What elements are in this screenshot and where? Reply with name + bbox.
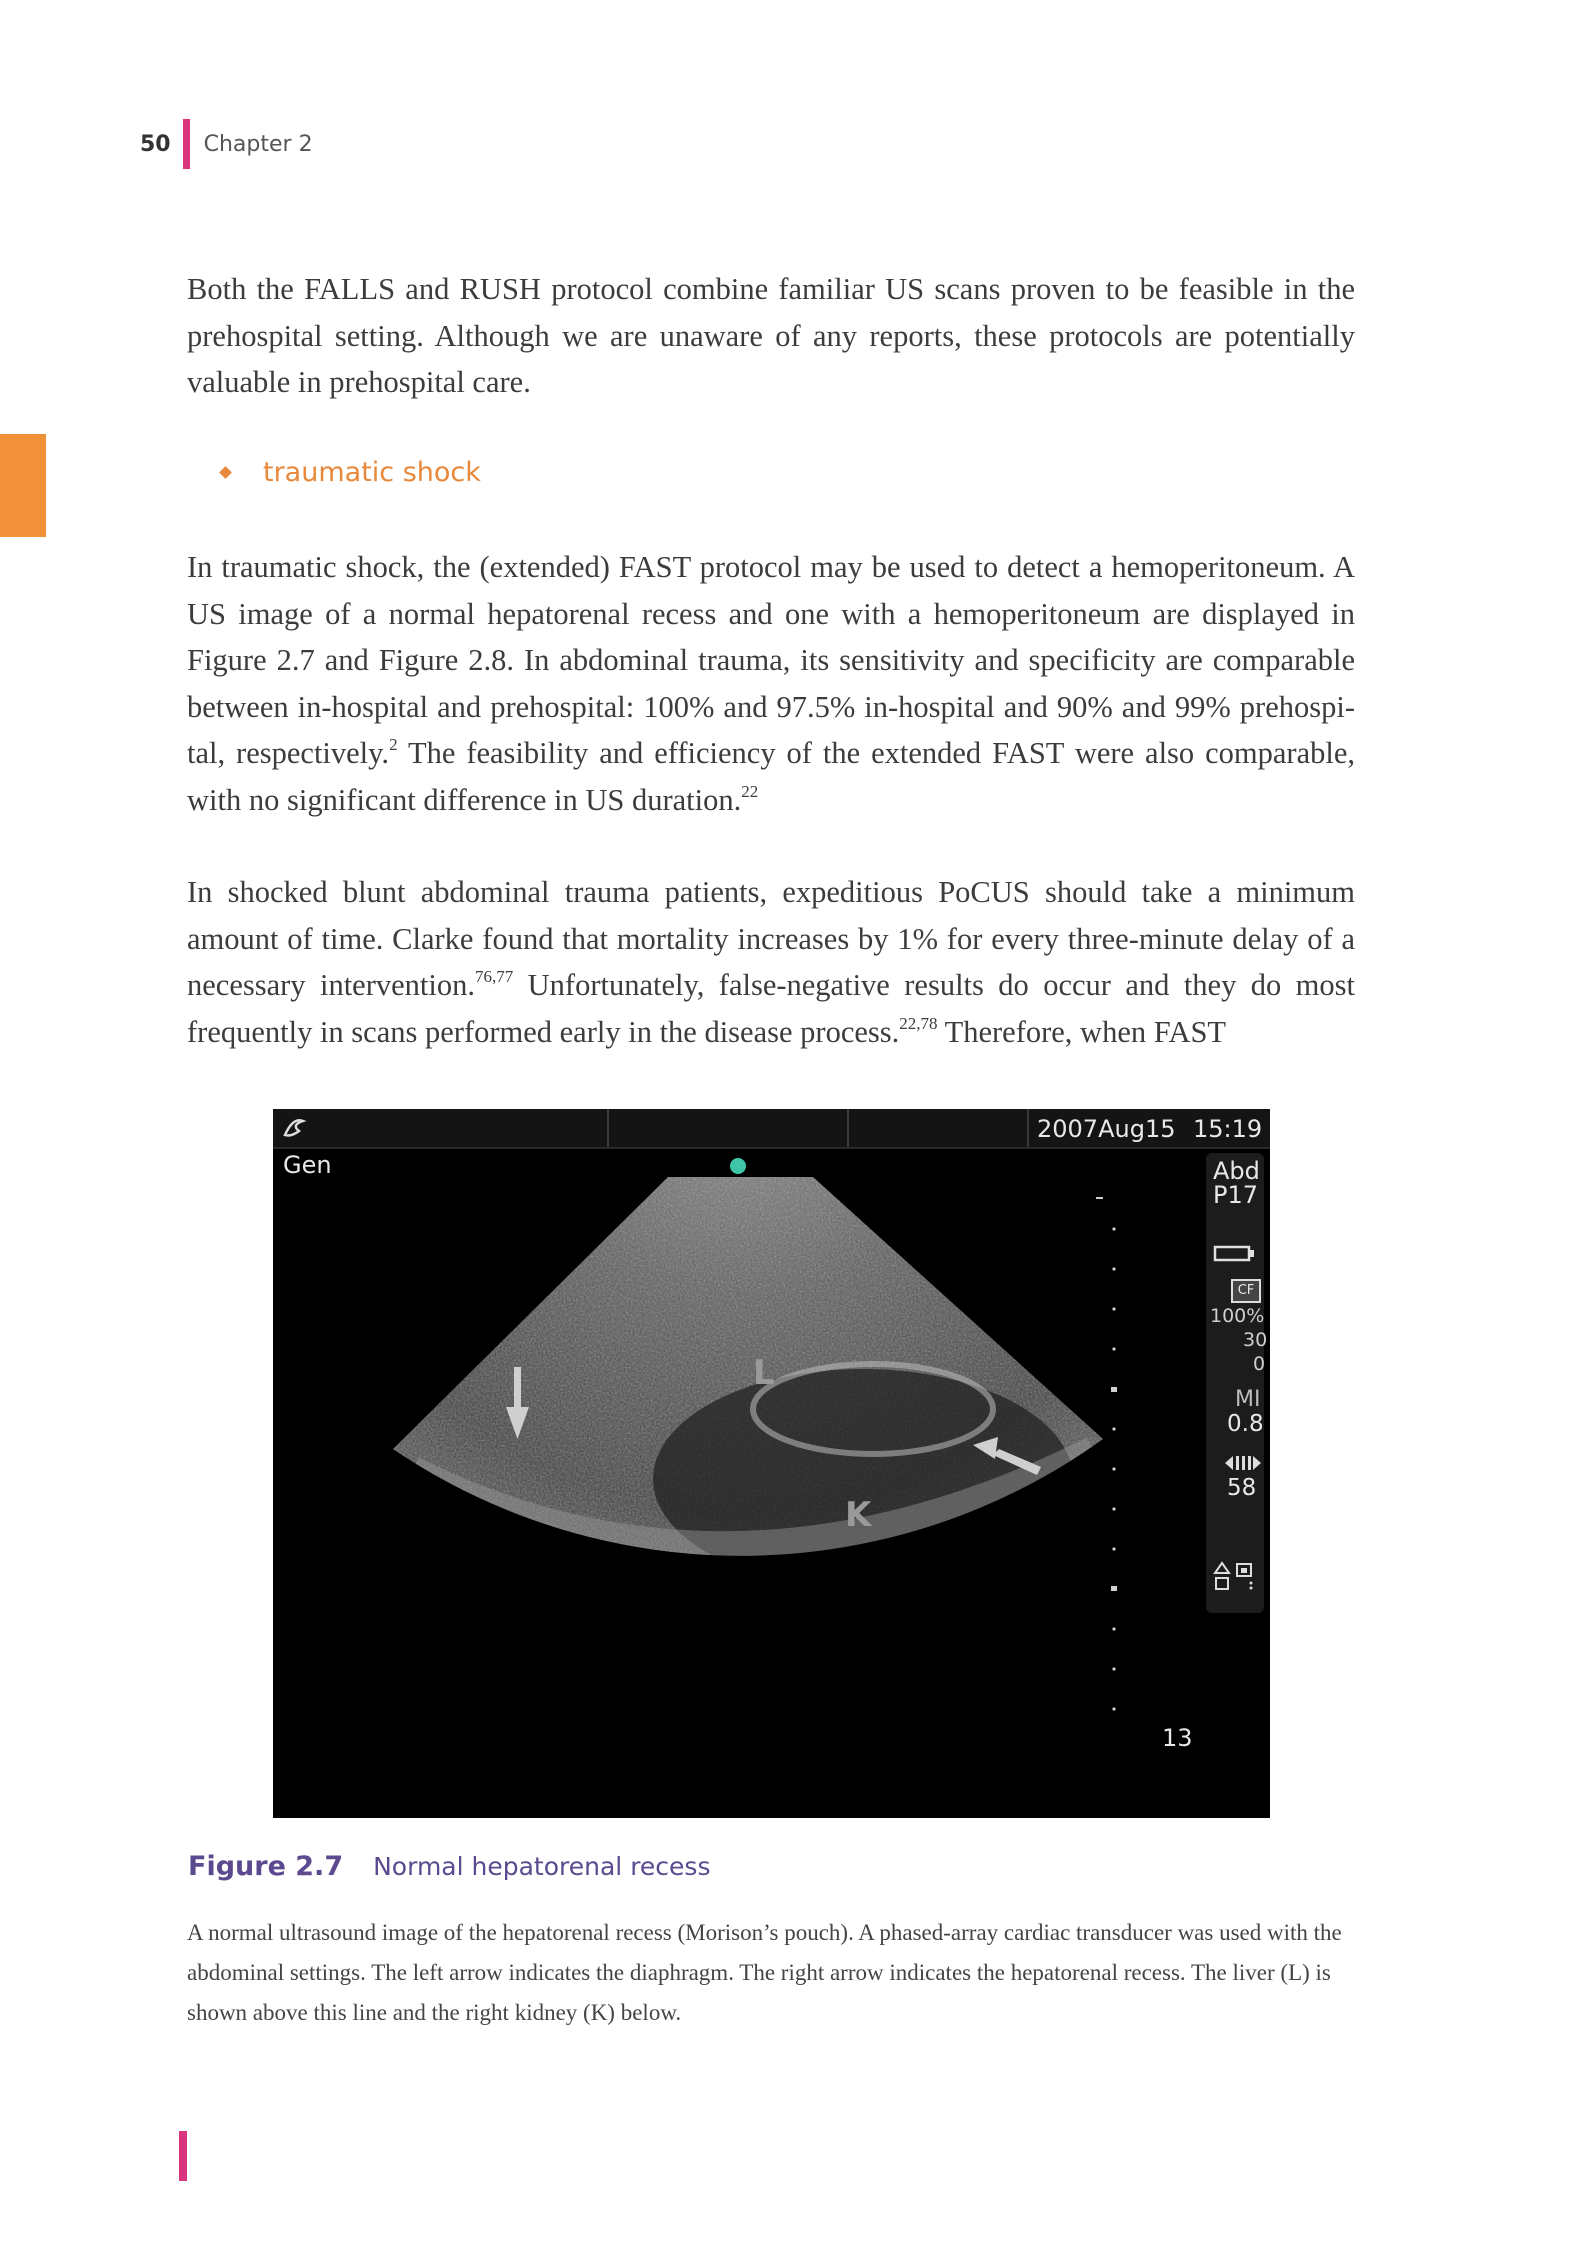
offset-value: 0 (1253, 1353, 1266, 1375)
frame-rate-icon (1223, 1453, 1263, 1473)
citation-ref: 22,78 (899, 1013, 938, 1033)
citation-ref: 2 (389, 735, 398, 754)
freeze-controls-icon (1213, 1561, 1259, 1601)
top-bar-divider (1027, 1109, 1029, 1147)
logo-icon (279, 1113, 309, 1143)
footer-accent-bar (179, 2131, 187, 2181)
paragraph-text: Unfortunately, false-negative results do occur and they do most frequently in scans performed early in the disease process. (187, 968, 1356, 1049)
settings-panel (1206, 1153, 1264, 1613)
mi-value: 0.8 (1227, 1411, 1264, 1437)
scan-date: 2007Aug15 (1037, 1115, 1176, 1143)
figure-caption (188, 1851, 710, 1882)
depth-scale (1096, 1197, 1117, 1711)
liver-label: L (753, 1353, 775, 1393)
figure-label: Figure 2.7 (188, 1851, 344, 1882)
top-bar-divider (607, 1109, 609, 1147)
paragraph-traumatic-shock (187, 544, 1355, 823)
imaging-mode: Gen (283, 1151, 332, 1179)
paragraph-text: In shocked blunt abdominal trauma patients, expeditious PoCUS should take a minimum amount of time. Clarke found that mortality increases by 1% for every three-minute delay of a necessary intervention. (187, 875, 1355, 1002)
running-header (140, 118, 313, 170)
scan-time: 15:19 (1193, 1115, 1263, 1143)
citation-ref: 76,77 (474, 967, 514, 986)
ultrasound-scan-graphic (273, 1109, 1270, 1818)
section-heading: traumatic shock (263, 457, 481, 488)
header-divider-bar (183, 119, 190, 169)
paragraph-blunt-trauma (187, 869, 1355, 1055)
top-bar-divider (847, 1109, 849, 1147)
figure-description: A normal ultrasound image of the hepatorenal recess (Morison’s pouch). A phased-array cardiac transducer was used with the abdominal settings. The left arrow indicates the diaphragm. The right arrow indicates the hepatorenal recess. The liver (L) is shown above this line and the right kidney (K) below. (187, 1920, 1342, 2025)
depth-value: 13 (1162, 1724, 1193, 1752)
gain-value: 30 (1243, 1329, 1268, 1351)
page-number: 50 (140, 131, 171, 157)
paragraph-text: The feasibility and efficiency of the extended FAST were also comparable, with no significant difference in US duration. (187, 736, 1355, 817)
citation-ref: 22 (741, 781, 759, 801)
diamond-bullet-icon (219, 466, 232, 479)
orientation-marker (730, 1158, 746, 1174)
preset-abd: Abd (1213, 1157, 1260, 1185)
chapter-thumb-tab (0, 434, 46, 537)
kidney-label: K (845, 1495, 872, 1535)
section-bullet (221, 457, 481, 488)
frame-rate-value: 58 (1227, 1475, 1257, 1501)
ultrasound-image (273, 1109, 1270, 1818)
paragraph-protocols (187, 266, 1355, 406)
mi-label: MI (1235, 1387, 1261, 1412)
paragraph-text: Both the FALLS and RUSH protocol combine familiar US scans proven to be feasible in the prehospital setting. Although we are unaware of any reports, these protocols are potentially valuable in prehospital care. (187, 272, 1355, 399)
probe-icon (1211, 1241, 1259, 1265)
power-value: 100% (1210, 1305, 1265, 1327)
paragraph-text: In traumatic shock, the (extended) FAST protocol may be used to detect a hemoperitoneum. A US image of a normal hepatorenal recess and one with a hemoperitoneum are displayed in Figure 2.7 and Figure 2.8. In abdominal trauma, its sensitivity and specificity are comparable between in-hospital and prehospital: 100% and 97.5% in-hospital and 90% and 99% prehospital, respectively. (187, 550, 1355, 770)
probe-id: P17 (1213, 1181, 1259, 1209)
paragraph-text: Therefore, when FAST (937, 1014, 1227, 1049)
figure-title: Normal hepatorenal recess (373, 1852, 711, 1881)
cf-icon: CF (1231, 1279, 1261, 1303)
chapter-label: Chapter 2 (203, 131, 313, 157)
